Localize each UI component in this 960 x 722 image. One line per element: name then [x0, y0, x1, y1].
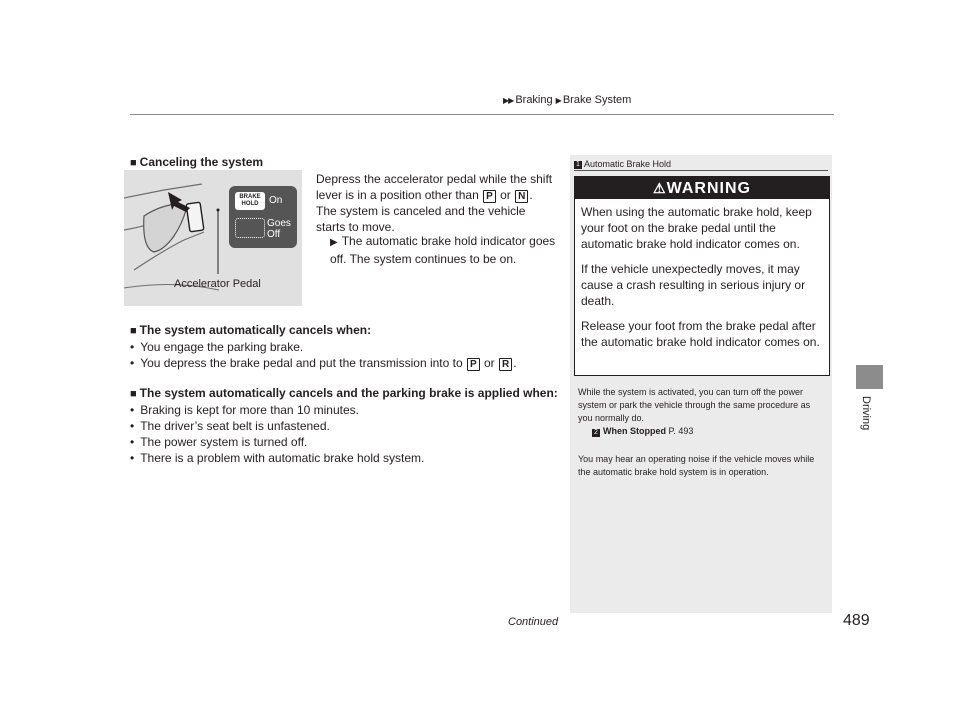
xref-when-stopped[interactable]: 2 When Stopped P. 493 — [592, 425, 693, 438]
section-square-icon: ■ — [130, 388, 137, 400]
note-operating-noise: You may hear an operating noise if the vehicle moves while the automatic brake hold system is in operation. — [578, 454, 815, 477]
heading-canceling-system: ■ Canceling the system — [130, 155, 264, 169]
continued-label: Continued — [508, 616, 559, 628]
note-power-off: While the system is activated, you can turn off the power system or park the vehicle through the same procedure as you normally do. — [578, 387, 811, 423]
note-number-icon: 1 — [574, 161, 582, 169]
indicator-panel — [229, 186, 297, 248]
section-square-icon: ■ — [130, 325, 137, 337]
list-item: • You depress the brake pedal and put the transmission into to P or R . — [130, 355, 517, 371]
list-item: • There is a problem with automatic brake hold system. — [130, 450, 424, 466]
cancel-instructions: Depress the accelerator pedal while the shift lever is in a position other than P or N . The system is canceled and the vehicle starts to move. — [316, 172, 553, 234]
warning-triangle-icon: ⚠ — [653, 180, 667, 196]
warning-paragraph-3: Release your foot from the brake pedal after the automatic brake hold indicator comes on. — [581, 319, 820, 349]
auto-cancel-list — [130, 339, 517, 371]
key-p: P — [467, 358, 480, 371]
figure-caption: Accelerator Pedal — [174, 278, 261, 290]
xref-arrow-icon: 2 — [592, 429, 600, 437]
heading-auto-cancels: ■ The system automatically cancels when: — [130, 323, 372, 337]
breadcrumb-arrow-icon: ▶▶ — [503, 96, 514, 105]
note-title: 1 Automatic Brake Hold — [574, 159, 671, 169]
heading-auto-cancels-parking-brake: ■ The system automatically cancels and the parking brake is applied when: — [130, 386, 558, 400]
warning-header: ⚠WARNING — [575, 177, 829, 199]
header-divider — [130, 114, 834, 115]
indicator-on-label: On — [269, 195, 283, 206]
list-item: • You engage the parking brake. — [130, 339, 517, 355]
note-divider — [574, 170, 828, 171]
key-p: P — [483, 190, 496, 203]
breadcrumb-item-braking[interactable]: Braking — [515, 94, 553, 106]
key-n: N — [515, 190, 528, 203]
list-item: • The driver’s seat belt is unfastened. — [130, 418, 424, 434]
indicator-note: ▶ The automatic brake hold indicator goes off. The system continues to be on. — [330, 234, 556, 266]
breadcrumb-arrow-icon: ▶ — [555, 96, 561, 105]
breadcrumb-item-brake-system[interactable]: Brake System — [562, 94, 632, 106]
section-square-icon: ■ — [130, 157, 137, 169]
indicator-goes-off-label: Goes Off — [267, 218, 291, 240]
list-item: • The power system is turned off. — [130, 434, 424, 450]
warning-paragraph-2: If the vehicle unexpectedly moves, it may cause a crash resulting in serious injury or death. — [581, 262, 806, 308]
page-number: 489 — [843, 612, 870, 629]
warning-paragraph-1: When using the automatic brake hold, keep your foot on the brake pedal until the automatic brake hold indicator comes on. — [581, 205, 812, 251]
list-item: • Braking is kept for more than 10 minutes. — [130, 402, 424, 418]
breadcrumb — [503, 94, 631, 106]
indicator-off-outline-icon — [235, 218, 265, 238]
chapter-tab-label: Driving — [860, 396, 872, 431]
parking-brake-list — [130, 402, 424, 466]
brake-hold-indicator-icon: BRAKE HOLD — [235, 192, 265, 210]
key-r: R — [499, 358, 512, 371]
chapter-tab[interactable] — [856, 365, 883, 389]
result-arrow-icon: ▶ — [330, 237, 338, 248]
